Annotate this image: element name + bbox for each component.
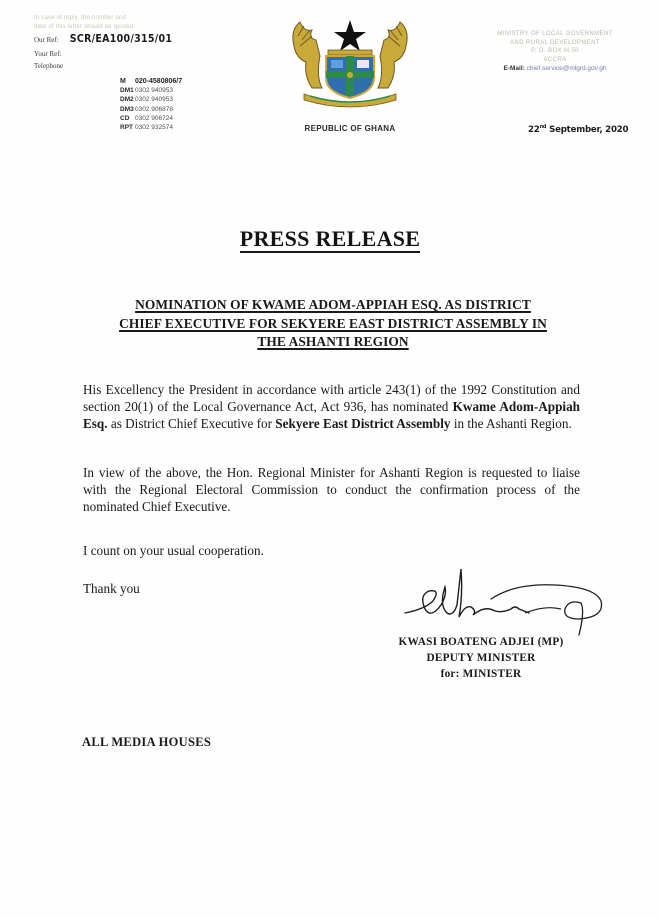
reply-note-line: date of this letter should be quoted [34,24,134,30]
your-ref-row [34,50,68,58]
address-line: MINISTRY OF LOCAL GOVERNMENT [497,31,613,37]
telephone-label: Telephone [34,62,64,70]
telephone-item: CD 0302 906724 [120,114,173,122]
email-row [470,65,640,72]
signatory-block [376,634,586,682]
closing-text: Thank you [83,581,140,596]
paragraph-request: In view of the above, the Hon. Regional Minister for Ashanti Region is requested to liaise with the Regional Electoral Commission to conduct the confirmation process of the nominated Chief Executive. [83,465,580,515]
coat-of-arms-caption: REPUBLIC OF GHANA [304,124,396,133]
document-title: PRESS RELEASE [239,226,421,251]
telephone-item: DM10302 940953 [120,87,173,95]
paragraph-cooperation: I count on your usual cooperation. [83,543,264,558]
email-link[interactable]: chief.service@mlgrd.gov.gh [526,65,607,73]
telephone-list [120,77,182,132]
telephone-item: M 020-4580806/7 [120,78,183,85]
letterhead-left [34,14,234,32]
your-ref-label: Your Ref: [34,50,62,58]
our-ref-row [34,33,172,45]
reply-note-line: In case of reply, the number and [34,15,127,21]
paragraph-nomination: His Excellency the President in accordance with article 243(1) of the 1992 Constitution and section 20(1) of the Local Governance Act, Act 936, has nominated Kwame Adom-Appiah Esq. as District Chief Executive for Sekyere East District Assembly in the Ashanti Region. [83,382,580,432]
telephone-item: RPT 0302 932574 [120,124,173,132]
subject-line: NOMINATION OF KWAME ADOM-APPIAH ESQ. AS DISTRICT [135,297,531,312]
our-ref-label: Our Ref: [34,36,59,44]
signatory-title: DEPUTY MINISTER [426,652,536,664]
subject-heading [88,296,578,352]
letterhead-right [470,30,640,72]
address-line: P. O. BOX M.50 [531,48,579,55]
address-line: AND RURAL DEVELOPMENT [510,39,600,46]
recipient: ALL MEDIA HOUSES [82,735,212,749]
subject-line: THE ASHANTI REGION [257,334,409,349]
address-line: ACCRA [543,56,567,63]
signatory-name: KWASI BOATENG ADJEI (MP) [398,636,564,648]
telephone-item: DM30302 906878 [120,105,173,113]
coat-of-arms-icon [286,16,414,108]
our-ref-value: SCR/EA100/315/01 [69,33,173,45]
telephone-row [34,62,68,70]
signatory-for: for: MINISTER [440,668,522,680]
letter-date: 22nd September, 2020 [528,124,629,135]
email-label: E-Mail: [503,65,525,73]
subject-line: CHIEF EXECUTIVE FOR SEKYERE EAST DISTRICT ASSEMBLY IN [119,315,547,331]
telephone-item: DM20302 940953 [120,96,173,104]
